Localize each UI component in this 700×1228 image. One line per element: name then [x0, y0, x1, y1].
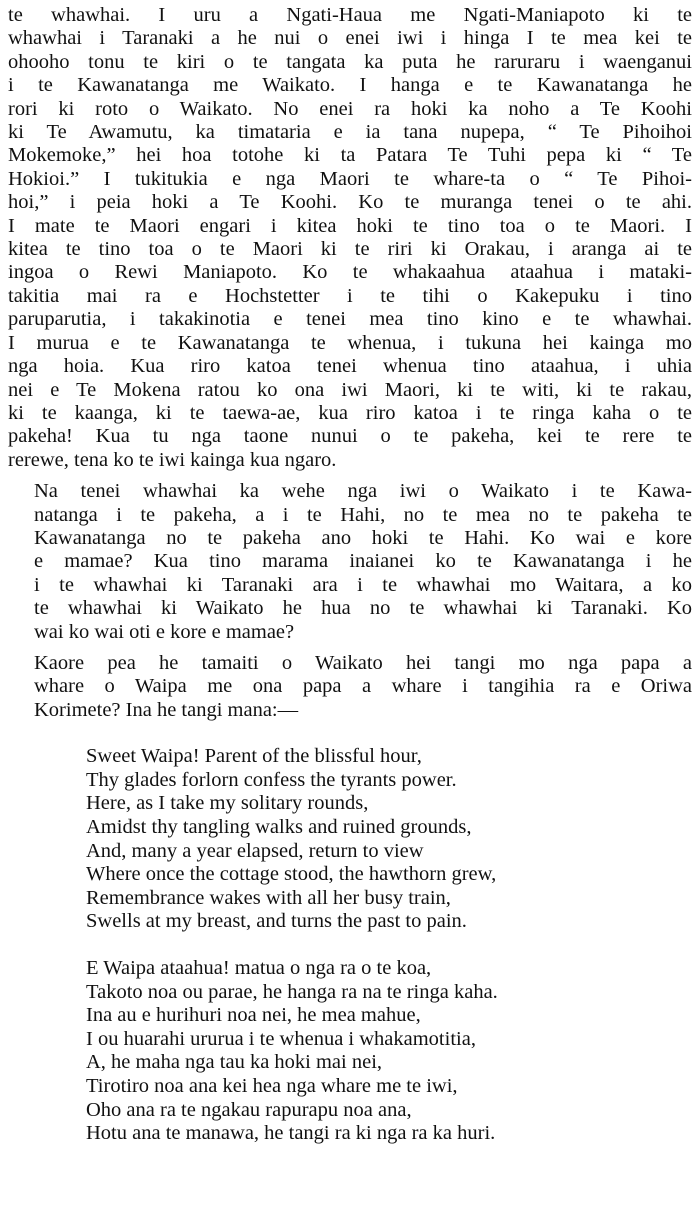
- text-line: te whawhai. I uru a Ngati-Haua me Ngati-Maniapoto ki te: [8, 4, 692, 26]
- poem-line: Oho ana ra te ngakau rapurapu noa ana,: [86, 1098, 412, 1121]
- text-line: I murua e te Kawanatanga te whenua, i tukuna hei kainga mo: [8, 331, 692, 354]
- poem-stanza-maori: [86, 957, 692, 1146]
- text-line: Kaore pea he tamaiti o Waikato hei tangi mo nga papa a: [34, 651, 692, 674]
- text-line: nei e Te Mokena ratou ko ona iwi Maori, ki te witi, ki te rakau,: [8, 378, 692, 401]
- poem-line: Here, as I take my solitary rounds,: [86, 792, 369, 815]
- poem-line: A, he maha nga tau ka hoki mai nei,: [86, 1051, 383, 1074]
- poem-line: Ina au e hurihuri noa nei, he mea mahue,: [86, 1004, 421, 1027]
- text-line: takitia mai ra e Hochstetter i te tihi o Kakepuku i tino: [8, 284, 692, 307]
- poem-line: Thy glades forlorn confess the tyrants power.: [86, 768, 457, 791]
- text-line: i te whawhai ki Taranaki ara i te whawhai mo Waitara, a ko: [34, 573, 692, 596]
- poem-line: Takoto noa ou parae, he hanga ra na te ringa kaha.: [86, 980, 498, 1003]
- text-line: i te Kawanatanga me Waikato. I hanga e te Kawanatanga he: [8, 74, 692, 97]
- text-line: kitea te tino toa o te Maori ki te riri ki Orakau, i aranga ai te: [8, 238, 692, 261]
- poem-line: Swells at my breast, and turns the past to pain.: [86, 910, 467, 933]
- text-line: Na tenei whawhai ka wehe nga iwi o Waikato i te Kawa-: [34, 480, 692, 503]
- poem-line: Tirotiro noa ana kei hea nga whare me te iwi,: [86, 1074, 458, 1097]
- paragraph-1: [8, 4, 692, 472]
- poem-line: Hotu ana te manawa, he tangi ra ki nga ra ka huri.: [86, 1122, 496, 1145]
- text-line: e mamae? Kua tino marama inaianei ko te Kawanatanga i he: [34, 550, 692, 573]
- poem-line: Remembrance wakes with all her busy train,: [86, 886, 451, 909]
- poem-stanza-english: [86, 745, 692, 934]
- text-line: ki te kaanga, ki te taewa-ae, kua riro katoa i te ringa kaha o te: [8, 401, 692, 424]
- text-line: ingoa o Rewi Maniapoto. Ko te whakaahua ataahua i mataki-: [8, 261, 692, 284]
- text-line: rori ki roto o Waikato. No enei ra hoki ka noho a Te Koohi: [8, 97, 692, 120]
- text-line: hoi,” i peia hoki a Te Koohi. Ko te muranga tenei o te ahi.: [8, 191, 692, 214]
- text-line: rerewe, tena ko te iwi kainga kua ngaro.: [8, 448, 337, 471]
- poem-line: I ou huarahi ururua i te whenua i whakamotitia,: [86, 1027, 476, 1050]
- text-line: Hokioi.” I tukitukia e nga Maori te whare-ta o “ Te Pihoi-: [8, 167, 692, 190]
- poem-line: Sweet Waipa! Parent of the blissful hour,: [86, 745, 422, 768]
- text-line: ki Te Awamutu, ka timataria e ia tana nupepa, “ Te Pihoihoi: [8, 121, 692, 144]
- text-line: te whawhai ki Waikato he hua no te whawhai ki Taranaki. Ko: [34, 597, 692, 620]
- poem-line: And, many a year elapsed, return to view: [86, 839, 424, 862]
- prose-body: [8, 4, 692, 722]
- text-line: whare o Waipa me ona papa a whare i tangihia ra e Oriwa: [34, 675, 692, 698]
- poem-line: Where once the cottage stood, the hawthorn grew,: [86, 863, 497, 886]
- text-line: whawhai i Taranaki a he nui o enei iwi i hinga I te mea kei te: [8, 27, 692, 50]
- poem-line: Amidst thy tangling walks and ruined grounds,: [86, 815, 472, 838]
- text-line: nga hoia. Kua riro katoa tenei whenua tino ataahua, i uhia: [8, 355, 692, 378]
- text-line: ohooho tonu te kiri o te tangata ka puta he raruraru i waenganui: [8, 50, 692, 73]
- text-line: Kawanatanga no te pakeha ano hoki te Hahi. Ko wai e kore: [34, 526, 692, 549]
- poem-line: E Waipa ataahua! matua o nga ra o te koa,: [86, 956, 432, 979]
- text-line: paruparutia, i takakinotia e tenei mea tino kino e te whawhai.: [8, 308, 692, 331]
- paragraph-3: [8, 652, 692, 722]
- text-line: Mokemoke,” hei hoa totohe ki ta Patara Te Tuhi pepa ki “ Te: [8, 144, 692, 167]
- text-line: pakeha! Kua tu nga taone nunui o te pakeha, kei te rere te: [8, 425, 692, 448]
- text-line: wai ko wai oti e kore e mamae?: [34, 620, 295, 643]
- text-line: I mate te Maori engari i kitea hoki te tino toa o te Maori. I: [8, 214, 692, 237]
- poem-block: [86, 745, 692, 1146]
- text-line: natanga i te pakeha, a i te Hahi, no te mea no te pakeha te: [34, 503, 692, 526]
- paragraph-2: [8, 480, 692, 644]
- text-line: Korimete? Ina he tangi mana:—: [34, 698, 299, 721]
